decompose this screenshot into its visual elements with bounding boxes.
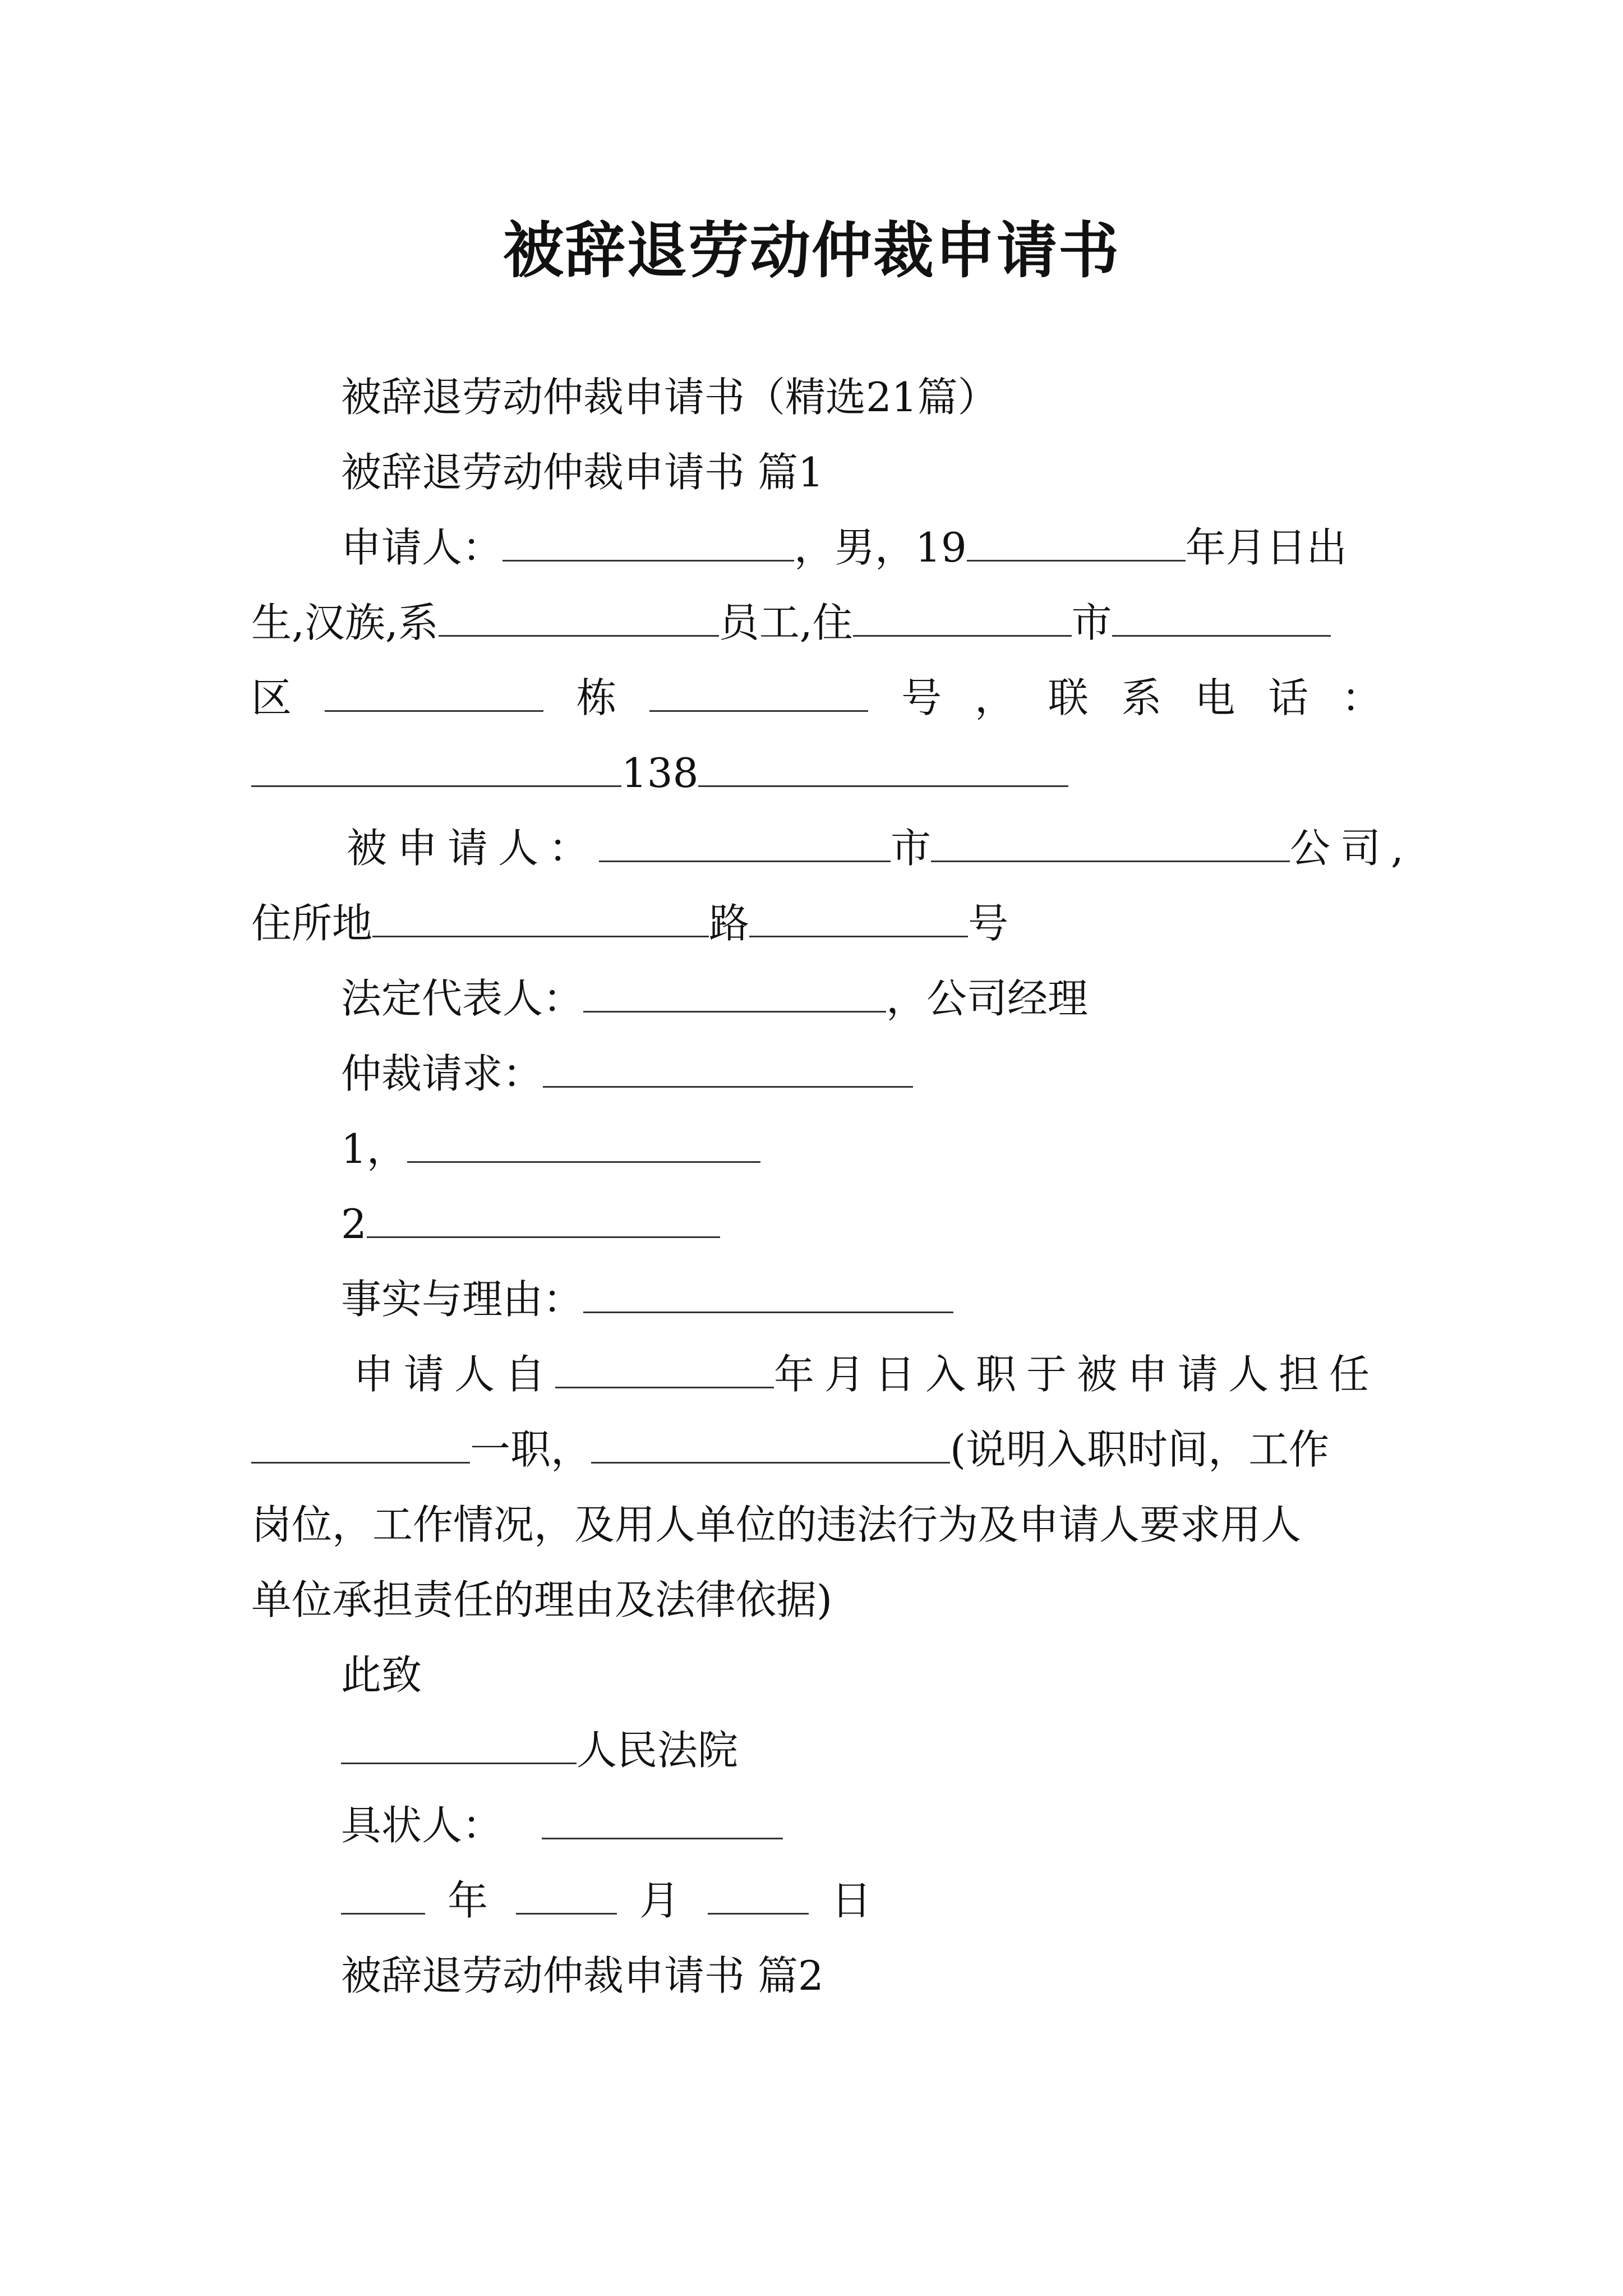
signer-line xyxy=(341,1802,783,1849)
date-line xyxy=(341,1877,872,1924)
blank-respondent-city xyxy=(599,856,891,862)
company-text: 公司, xyxy=(1290,825,1414,872)
blank-district xyxy=(1112,631,1331,637)
document-title: 被辞退劳动仲裁申请书 xyxy=(502,215,1120,286)
month-text: 月 xyxy=(639,1877,680,1924)
closing-text: 此致 xyxy=(341,1651,422,1699)
section-heading-1: 被辞退劳动仲裁申请书 篇1 xyxy=(341,449,824,496)
phone-prefix: 138 xyxy=(621,749,699,797)
subtitle: 被辞退劳动仲裁申请书（精选21篇） xyxy=(341,374,998,421)
phone-label-colon: ： xyxy=(1341,674,1382,721)
district-text: 区 xyxy=(251,674,292,721)
blank-year xyxy=(341,1908,425,1915)
facts-line-1-end: 年月日入职于被申请人担任 xyxy=(774,1351,1380,1398)
section-heading-2: 被辞退劳动仲裁申请书 篇2 xyxy=(341,1952,824,1999)
blank-phone-after xyxy=(698,781,1068,787)
birth-suffix: 年月日出 xyxy=(1185,524,1347,571)
facts-line-1 xyxy=(353,1351,1380,1398)
day-text: 日 xyxy=(831,1877,872,1924)
blank-court xyxy=(341,1758,577,1764)
phone-line xyxy=(251,749,1068,797)
claims-line xyxy=(341,1050,913,1097)
applicant-gender-year: ，男，19 xyxy=(794,524,967,571)
legal-rep-line xyxy=(341,975,1089,1022)
year-text: 年 xyxy=(448,1877,488,1924)
employee-residence-text: 员工,住 xyxy=(718,599,853,646)
phone-label-char-2: 系 xyxy=(1121,674,1162,721)
applicant-line-3 xyxy=(251,674,1382,721)
applicant-line-2 xyxy=(251,599,1331,646)
signer-label: 具状人： xyxy=(341,1802,503,1849)
claim-2-number: 2 xyxy=(341,1200,367,1248)
legal-rep-suffix: ，公司经理 xyxy=(886,975,1089,1022)
blank-legal-rep xyxy=(583,1006,886,1013)
court-line xyxy=(341,1727,739,1774)
respondent-line xyxy=(347,825,1414,872)
comma-text: ， xyxy=(974,674,1015,721)
blank-road-number xyxy=(749,931,968,937)
phone-label-char-4: 话 xyxy=(1268,674,1309,721)
blank-claim-2 xyxy=(367,1232,720,1238)
blank-city xyxy=(853,631,1072,637)
facts-line-2-a: 一职， xyxy=(470,1426,592,1473)
building-text: 栋 xyxy=(576,674,617,721)
blank-claim-1 xyxy=(407,1157,760,1163)
blank-employer xyxy=(439,631,719,637)
claim-1-line xyxy=(341,1125,760,1172)
blank-birth-year xyxy=(967,555,1186,562)
phone-label-char-1: 联 xyxy=(1048,674,1089,721)
blank-applicant-name xyxy=(502,555,794,562)
claim-2-line xyxy=(341,1200,720,1248)
blank-entry-date xyxy=(555,1382,774,1388)
blank-signer xyxy=(542,1833,783,1839)
blank-company xyxy=(931,856,1290,862)
blank-phone-before xyxy=(251,781,621,787)
blank-day xyxy=(708,1908,809,1915)
address-label: 住所地 xyxy=(251,900,373,947)
number-text-2: 号 xyxy=(968,900,1009,947)
address-line xyxy=(251,900,1009,947)
road-text: 路 xyxy=(709,900,750,947)
facts-line-2 xyxy=(251,1426,1330,1473)
number-text: 号 xyxy=(901,674,942,721)
city-text: 市 xyxy=(1071,599,1112,646)
facts-line-1-start: 申请人自 xyxy=(353,1351,556,1398)
blank-details xyxy=(591,1457,950,1464)
facts-line-2-b: (说明入职时间，工作 xyxy=(950,1426,1330,1473)
legal-rep-label: 法定代表人： xyxy=(341,975,584,1022)
respondent-label: 被申请人： xyxy=(347,825,600,872)
facts-label: 事实与理由： xyxy=(341,1276,584,1323)
claim-1-number: 1， xyxy=(341,1125,407,1172)
facts-line-4: 单位承担责任的理由及法律依据) xyxy=(251,1576,833,1623)
respondent-city-text: 市 xyxy=(891,825,932,872)
applicant-label: 申请人： xyxy=(341,524,503,571)
claims-label: 仲裁请求： xyxy=(341,1050,543,1097)
blank-building xyxy=(325,706,543,712)
phone-label-char-3: 电 xyxy=(1195,674,1235,721)
applicant-line-1 xyxy=(341,524,1347,571)
facts-line-3: 岗位，工作情况，及用人单位的违法行为及申请人要求用人 xyxy=(251,1501,1302,1548)
blank-month xyxy=(516,1908,617,1915)
blank-claims xyxy=(543,1082,913,1088)
ethnicity-employer-text: 生,汉族,系 xyxy=(251,599,439,646)
court-suffix: 人民法院 xyxy=(577,1727,739,1774)
blank-room-number xyxy=(649,706,868,712)
blank-position xyxy=(251,1457,470,1464)
blank-address xyxy=(372,931,709,937)
facts-heading-line xyxy=(341,1276,953,1323)
blank-facts xyxy=(583,1307,953,1313)
